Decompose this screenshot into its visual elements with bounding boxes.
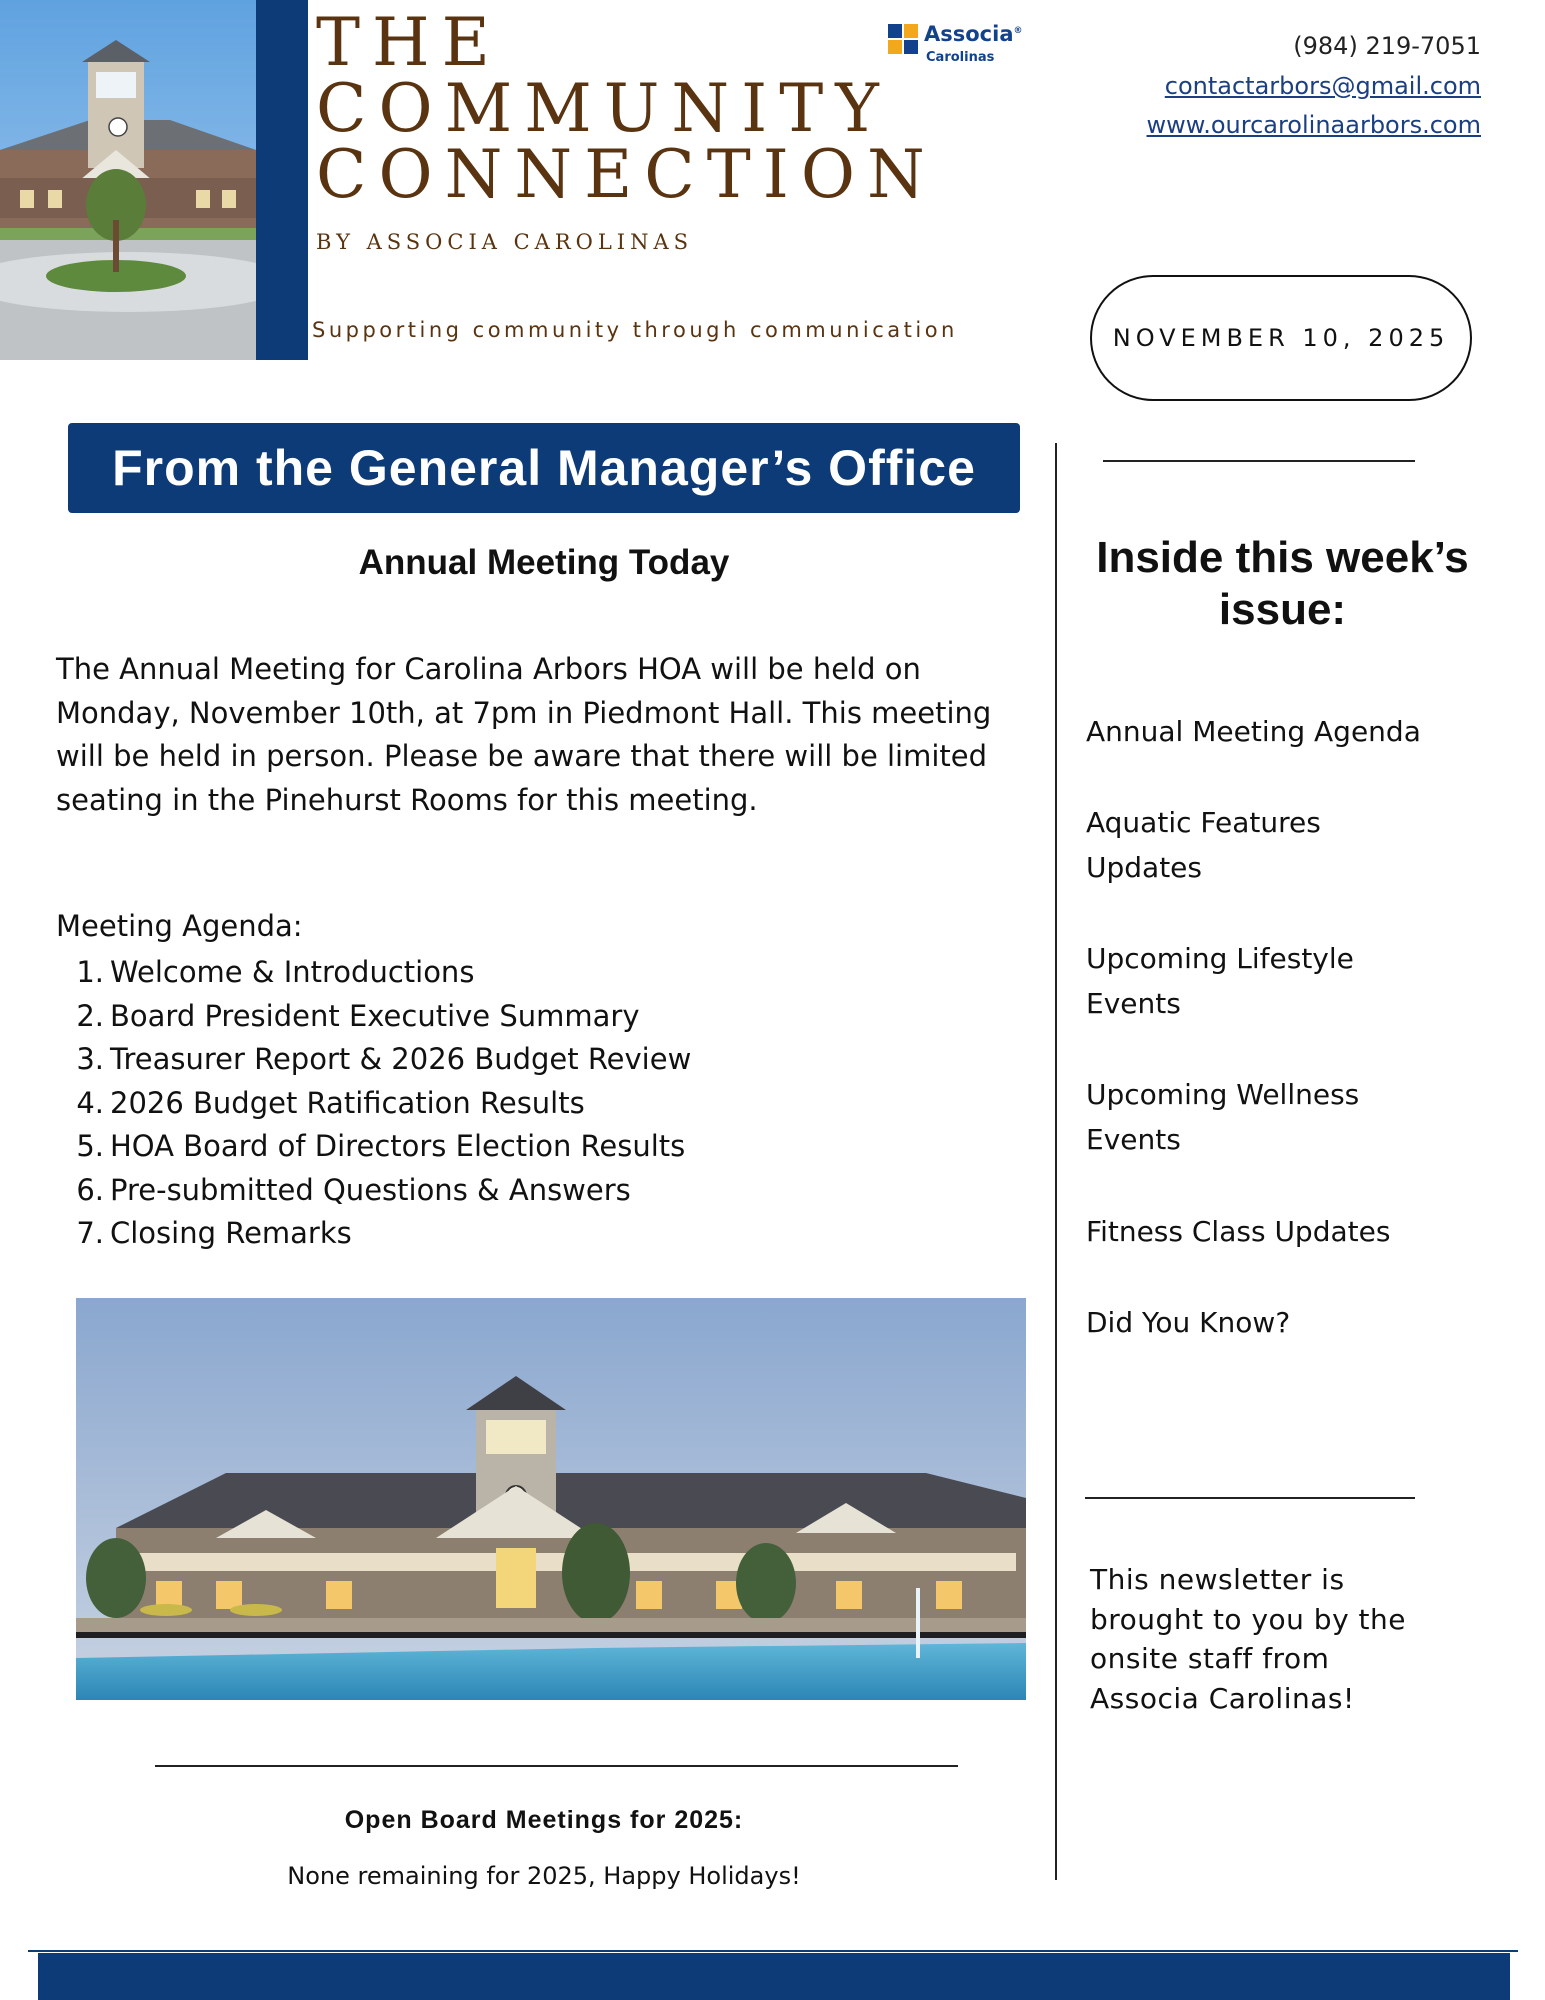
- agenda-item: [56, 951, 691, 995]
- article-title: Annual Meeting Today: [358, 543, 730, 582]
- article-body: The Annual Meeting for Carolina Arbors HOA will be held on Monday, November 10th, at 7pm in Piedmont Hall. This meeting will be held in person. Please be aware that there will be limited seating in the Pinehurst Rooms for this meeting.: [56, 652, 992, 817]
- masthead-title-line-2: COMMUNITY: [316, 70, 891, 147]
- agenda-item: [56, 1125, 691, 1169]
- agenda-item-text: Treasurer Report & 2026 Budget Review: [110, 1042, 692, 1076]
- toc-item: Upcoming Lifestyle Events: [1086, 942, 1354, 1020]
- agenda-item-text: Board President Executive Summary: [110, 998, 640, 1033]
- associa-logo: [888, 22, 1028, 70]
- masthead-title-line-3: CONNECTION: [316, 136, 937, 213]
- associa-logo-registered-mark: ®: [1013, 26, 1023, 36]
- clubhouse-photo: [0, 0, 256, 360]
- sidebar-note: This newsletter is brought to you by the onsite staff from Associa Carolinas!: [1090, 1563, 1406, 1715]
- toc-item: Aquatic Features Updates: [1086, 806, 1321, 884]
- agenda-item-number: 5.: [76, 1129, 104, 1163]
- masthead-title-line-1: THE: [316, 4, 502, 81]
- agenda-list: [56, 951, 691, 1256]
- agenda-label: Meeting Agenda:: [56, 909, 303, 943]
- toc-item: Upcoming Wellness Events: [1086, 1078, 1360, 1156]
- contact-email-link[interactable]: contactarbors@gmail.com: [1164, 72, 1481, 100]
- associa-logo-subtitle: Carolinas: [926, 50, 995, 65]
- agenda-item: [56, 995, 691, 1039]
- column-divider: [1055, 443, 1057, 1880]
- footer-rule: [28, 1950, 1518, 1952]
- header-accent-bar: [256, 0, 308, 360]
- agenda-item-text: Closing Remarks: [110, 1216, 352, 1250]
- toc-item: Did You Know?: [1086, 1306, 1291, 1339]
- agenda-item: [56, 1082, 691, 1126]
- associa-logo-mark-icon: [888, 24, 918, 54]
- issue-date-badge: NOVEMBER 10, 2025: [1090, 275, 1472, 401]
- agenda-item: [56, 1169, 691, 1213]
- toc-item: Annual Meeting Agenda: [1086, 715, 1421, 748]
- toc-item: Fitness Class Updates: [1086, 1215, 1391, 1248]
- sidebar-title: Inside this week’s issue:: [1096, 533, 1469, 634]
- sidebar-divider-top: [1103, 460, 1415, 462]
- agenda-item-number: 7.: [76, 1216, 104, 1250]
- divider-line: [155, 1765, 958, 1767]
- masthead-byline: BY ASSOCIA CAROLINAS: [316, 230, 694, 254]
- agenda-item-number: 6.: [76, 1172, 104, 1207]
- agenda-item-text: Welcome & Introductions: [110, 955, 475, 989]
- agenda-item-number: 2.: [76, 998, 104, 1033]
- masthead-tagline: Supporting community through communication: [312, 318, 958, 342]
- board-meetings-text: None remaining for 2025, Happy Holidays!: [287, 1862, 801, 1890]
- footer-bar: [38, 1953, 1510, 2000]
- clubhouse-pool-photo: [76, 1298, 1026, 1700]
- agenda-item: [56, 1038, 691, 1082]
- agenda-item-number: 1.: [76, 955, 104, 989]
- board-meetings-title: Open Board Meetings for 2025:: [344, 1806, 744, 1834]
- contact-phone: (984) 219-7051: [1293, 32, 1481, 60]
- sidebar-divider-bottom: [1085, 1497, 1415, 1499]
- agenda-item: [56, 1212, 691, 1256]
- agenda-item-text: 2026 Budget Ratification Results: [110, 1085, 585, 1120]
- associa-logo-name: Associa: [924, 22, 1014, 46]
- associa-logo-wordmark: [924, 22, 1023, 46]
- agenda-item-number: 3.: [76, 1042, 104, 1076]
- agenda-item-text: HOA Board of Directors Election Results: [110, 1129, 686, 1163]
- agenda-item-number: 4.: [76, 1085, 104, 1120]
- website-link[interactable]: www.ourcarolinaarbors.com: [1146, 111, 1481, 139]
- agenda-item-text: Pre-submitted Questions & Answers: [110, 1172, 631, 1207]
- section-banner: From the General Manager’s Office: [68, 423, 1020, 513]
